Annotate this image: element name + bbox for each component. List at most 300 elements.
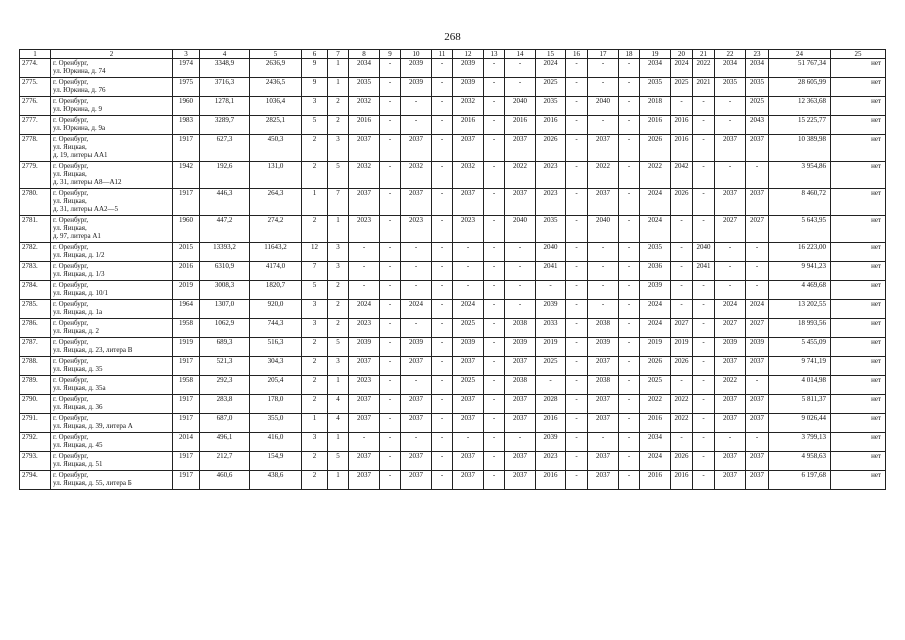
table-cell: 2037 xyxy=(746,414,769,433)
table-row xyxy=(20,97,886,116)
table-cell: - xyxy=(453,281,484,300)
table-cell: - xyxy=(619,433,640,452)
status-cell: нет xyxy=(831,395,886,414)
table-cell: 2 xyxy=(302,452,328,471)
table-cell: 2027 xyxy=(715,319,746,338)
table-cell: - xyxy=(401,281,432,300)
table-cell: - xyxy=(380,414,401,433)
table-cell: 2025 xyxy=(453,376,484,395)
table-cell: 2037 xyxy=(453,471,484,490)
column-number-cell: 7 xyxy=(328,50,349,59)
table-cell: 2037 xyxy=(401,135,432,162)
table-row xyxy=(20,395,886,414)
table-cell: - xyxy=(746,262,769,281)
table-cell: 1983 xyxy=(173,116,200,135)
table-cell: 2037 xyxy=(453,189,484,216)
table-cell: - xyxy=(693,338,715,357)
table-cell: - xyxy=(432,97,453,116)
table-cell: - xyxy=(671,262,693,281)
table-cell: 2025 xyxy=(536,78,566,97)
row-index-cell: 2788. xyxy=(20,357,51,376)
table-cell: 2037 xyxy=(401,414,432,433)
table-cell: 3 xyxy=(302,433,328,452)
table-cell: - xyxy=(380,189,401,216)
address-cell: г. Оренбург, ул. Яицкая, д. 1/2 xyxy=(51,243,173,262)
table-cell: - xyxy=(693,162,715,189)
table-cell: 2016 xyxy=(349,116,380,135)
table-cell: - xyxy=(566,414,588,433)
table-cell: - xyxy=(693,135,715,162)
row-index-cell: 2792. xyxy=(20,433,51,452)
table-cell: 2034 xyxy=(349,59,380,78)
table-cell: - xyxy=(715,243,746,262)
table-cell: 2039 xyxy=(536,433,566,452)
table-cell: - xyxy=(693,357,715,376)
table-cell: 1917 xyxy=(173,452,200,471)
column-number-cell: 5 xyxy=(250,50,302,59)
table-cell: 2037 xyxy=(588,135,619,162)
table-cell: 2024 xyxy=(640,189,671,216)
table-cell: 1820,7 xyxy=(250,281,302,300)
table-cell: 1307,0 xyxy=(200,300,250,319)
column-number-cell: 22 xyxy=(715,50,746,59)
table-cell: 920,0 xyxy=(250,300,302,319)
table-cell: - xyxy=(380,452,401,471)
row-index-cell: 2779. xyxy=(20,162,51,189)
table-cell: 2016 xyxy=(671,116,693,135)
row-index-cell: 2781. xyxy=(20,216,51,243)
table-row xyxy=(20,262,886,281)
status-cell: нет xyxy=(831,433,886,452)
table-cell: - xyxy=(566,97,588,116)
table-cell: 2040 xyxy=(505,97,536,116)
cost-cell: 5 811,37 xyxy=(769,395,831,414)
column-number-cell: 21 xyxy=(693,50,715,59)
table-cell: 2015 xyxy=(173,243,200,262)
table-cell: - xyxy=(693,395,715,414)
table-cell: - xyxy=(566,300,588,319)
table-cell: 447,2 xyxy=(200,216,250,243)
row-index-cell: 2786. xyxy=(20,319,51,338)
table-cell: - xyxy=(432,262,453,281)
row-index-cell: 2793. xyxy=(20,452,51,471)
table-row xyxy=(20,189,886,216)
cost-cell: 8 460,72 xyxy=(769,189,831,216)
table-cell: 2037 xyxy=(505,189,536,216)
address-cell: г. Оренбург, ул. Яицкая, д. 31, литеры АА2—5 xyxy=(51,189,173,216)
table-cell: 2019 xyxy=(173,281,200,300)
table-cell: - xyxy=(484,243,505,262)
column-number-cell: 24 xyxy=(769,50,831,59)
table-cell: 3289,7 xyxy=(200,116,250,135)
column-number-cell: 8 xyxy=(349,50,380,59)
table-cell: - xyxy=(432,281,453,300)
table-cell: - xyxy=(566,243,588,262)
table-cell: - xyxy=(566,135,588,162)
table-cell: 2037 xyxy=(349,189,380,216)
cost-cell: 16 223,00 xyxy=(769,243,831,262)
row-index-cell: 2782. xyxy=(20,243,51,262)
column-number-cell: 15 xyxy=(536,50,566,59)
column-number-cell: 6 xyxy=(302,50,328,59)
table-cell: - xyxy=(432,189,453,216)
table-cell: 2037 xyxy=(746,471,769,490)
table-cell: - xyxy=(619,78,640,97)
table-cell: 2019 xyxy=(640,338,671,357)
table-cell: - xyxy=(484,376,505,395)
table-cell: - xyxy=(619,116,640,135)
table-cell: - xyxy=(484,452,505,471)
table-cell: - xyxy=(432,414,453,433)
table-cell: - xyxy=(619,162,640,189)
status-cell: нет xyxy=(831,300,886,319)
table-cell: 2039 xyxy=(588,338,619,357)
table-cell: 2032 xyxy=(401,162,432,189)
table-cell: 521,3 xyxy=(200,357,250,376)
table-cell: - xyxy=(380,300,401,319)
table-cell: - xyxy=(432,376,453,395)
table-cell: 1919 xyxy=(173,338,200,357)
table-row xyxy=(20,452,886,471)
table-cell: 2033 xyxy=(536,319,566,338)
status-cell: нет xyxy=(831,97,886,116)
table-cell: 2037 xyxy=(349,357,380,376)
table-cell: - xyxy=(484,433,505,452)
table-row xyxy=(20,319,886,338)
address-cell: г. Оренбург, ул. Яицкая, д. 39, литера А xyxy=(51,414,173,433)
status-cell: нет xyxy=(831,216,886,243)
table-row xyxy=(20,116,886,135)
table-cell: 2037 xyxy=(401,471,432,490)
table-cell: - xyxy=(619,414,640,433)
table-cell: 2024 xyxy=(349,300,380,319)
table-cell: 2025 xyxy=(453,319,484,338)
table-cell: - xyxy=(619,243,640,262)
table-cell: 3716,3 xyxy=(200,78,250,97)
table-cell: 2037 xyxy=(746,135,769,162)
table-cell: - xyxy=(671,97,693,116)
table-cell: - xyxy=(566,395,588,414)
table-cell: - xyxy=(693,189,715,216)
table-cell: - xyxy=(380,78,401,97)
table-cell: - xyxy=(349,433,380,452)
table-cell: 2039 xyxy=(640,281,671,300)
table-cell: 2636,9 xyxy=(250,59,302,78)
table-cell: - xyxy=(505,78,536,97)
table-cell: 2026 xyxy=(536,135,566,162)
row-index-cell: 2777. xyxy=(20,116,51,135)
table-cell: 292,3 xyxy=(200,376,250,395)
address-cell: г. Оренбург, ул. Яицкая, д. 2 xyxy=(51,319,173,338)
table-cell: - xyxy=(715,116,746,135)
table-cell: - xyxy=(432,162,453,189)
table-cell: - xyxy=(746,162,769,189)
table-cell: - xyxy=(484,471,505,490)
address-cell: г. Оренбург, ул. Яицкая, д. 1/3 xyxy=(51,262,173,281)
table-cell: 2016 xyxy=(536,414,566,433)
table-cell: 2037 xyxy=(401,395,432,414)
table-cell: 2 xyxy=(302,395,328,414)
table-cell: - xyxy=(349,281,380,300)
table-cell: - xyxy=(505,300,536,319)
table-cell: 2 xyxy=(302,216,328,243)
table-cell: 2039 xyxy=(505,338,536,357)
cost-cell: 6 197,68 xyxy=(769,471,831,490)
table-cell: - xyxy=(484,300,505,319)
column-number-cell: 14 xyxy=(505,50,536,59)
table-cell: - xyxy=(401,433,432,452)
table-row xyxy=(20,357,886,376)
table-cell: - xyxy=(380,216,401,243)
table-cell: 2035 xyxy=(536,97,566,116)
table-cell: 1974 xyxy=(173,59,200,78)
table-cell: 2825,1 xyxy=(250,116,302,135)
table-cell: 2024 xyxy=(671,59,693,78)
address-cell: г. Оренбург, ул. Яицкая, д. 35а xyxy=(51,376,173,395)
cost-cell: 15 225,77 xyxy=(769,116,831,135)
table-cell: 1964 xyxy=(173,300,200,319)
table-cell: - xyxy=(715,281,746,300)
table-cell: 2022 xyxy=(640,162,671,189)
table-cell: - xyxy=(484,135,505,162)
table-cell: - xyxy=(505,243,536,262)
table-cell: 2024 xyxy=(640,319,671,338)
table-cell: 2037 xyxy=(505,471,536,490)
table-cell: - xyxy=(484,189,505,216)
table-cell: - xyxy=(715,433,746,452)
table-cell: - xyxy=(432,338,453,357)
table-cell: - xyxy=(380,357,401,376)
table-cell: 2037 xyxy=(746,395,769,414)
table-cell: 1 xyxy=(328,78,349,97)
column-number-cell: 3 xyxy=(173,50,200,59)
table-cell: 2 xyxy=(302,376,328,395)
table-cell: 2 xyxy=(328,281,349,300)
table-cell: 2024 xyxy=(715,300,746,319)
table-cell: 2039 xyxy=(453,59,484,78)
cost-cell: 10 389,98 xyxy=(769,135,831,162)
row-index-cell: 2789. xyxy=(20,376,51,395)
table-cell: 2032 xyxy=(453,97,484,116)
table-cell: - xyxy=(484,162,505,189)
table-cell: - xyxy=(380,281,401,300)
table-cell: 2016 xyxy=(453,116,484,135)
table-cell: 2024 xyxy=(746,300,769,319)
table-cell: 1958 xyxy=(173,376,200,395)
column-number-cell: 9 xyxy=(380,50,401,59)
table-cell: 627,3 xyxy=(200,135,250,162)
table-cell: - xyxy=(484,59,505,78)
table-cell: - xyxy=(484,395,505,414)
table-cell: 3 xyxy=(328,243,349,262)
table-cell: 3 xyxy=(328,135,349,162)
table-cell: 2 xyxy=(328,97,349,116)
status-cell: нет xyxy=(831,281,886,300)
cost-cell: 4 469,68 xyxy=(769,281,831,300)
table-cell: - xyxy=(566,376,588,395)
table-cell: 1960 xyxy=(173,216,200,243)
table-cell: 6310,9 xyxy=(200,262,250,281)
table-row xyxy=(20,433,886,452)
status-cell: нет xyxy=(831,357,886,376)
status-cell: нет xyxy=(831,162,886,189)
table-cell: - xyxy=(484,116,505,135)
table-cell: - xyxy=(619,471,640,490)
cost-cell: 5 455,09 xyxy=(769,338,831,357)
table-cell: 2032 xyxy=(349,162,380,189)
table-cell: 12 xyxy=(302,243,328,262)
table-cell: - xyxy=(432,243,453,262)
table-cell: - xyxy=(453,243,484,262)
table-cell: - xyxy=(588,78,619,97)
cost-cell: 51 767,34 xyxy=(769,59,831,78)
table-cell: 460,6 xyxy=(200,471,250,490)
table-cell: 2037 xyxy=(349,414,380,433)
table-cell: - xyxy=(380,433,401,452)
table-cell: - xyxy=(432,319,453,338)
table-cell: 2042 xyxy=(671,162,693,189)
table-cell: - xyxy=(484,78,505,97)
table-cell: - xyxy=(746,243,769,262)
table-cell: 2023 xyxy=(349,216,380,243)
row-index-cell: 2778. xyxy=(20,135,51,162)
table-cell: - xyxy=(484,414,505,433)
table-cell: 2023 xyxy=(401,216,432,243)
table-cell: 744,3 xyxy=(250,319,302,338)
table-cell: 2038 xyxy=(588,376,619,395)
address-cell: г. Оренбург, ул. Юркина, д. 9 xyxy=(51,97,173,116)
table-cell: - xyxy=(401,243,432,262)
table-cell: 2026 xyxy=(671,452,693,471)
table-cell: 2024 xyxy=(640,216,671,243)
table-cell: - xyxy=(746,376,769,395)
address-cell: г. Оренбург, ул. Яицкая, д. 10/1 xyxy=(51,281,173,300)
table-cell: - xyxy=(566,281,588,300)
table-cell: - xyxy=(380,319,401,338)
table-cell: 2 xyxy=(302,357,328,376)
table-cell: - xyxy=(619,281,640,300)
table-cell: 2037 xyxy=(588,452,619,471)
column-number-cell: 10 xyxy=(401,50,432,59)
table-cell: - xyxy=(566,262,588,281)
table-cell: 2 xyxy=(302,162,328,189)
table-cell: - xyxy=(619,357,640,376)
table-cell: 2025 xyxy=(640,376,671,395)
cost-cell: 4 014,98 xyxy=(769,376,831,395)
table-cell: - xyxy=(588,433,619,452)
table-cell: 2037 xyxy=(746,189,769,216)
table-cell: - xyxy=(432,78,453,97)
table-cell: - xyxy=(566,452,588,471)
table-cell: 2022 xyxy=(588,162,619,189)
table-cell: 212,7 xyxy=(200,452,250,471)
table-cell: - xyxy=(401,376,432,395)
table-cell: 2037 xyxy=(401,189,432,216)
table-cell: - xyxy=(671,376,693,395)
row-index-cell: 2780. xyxy=(20,189,51,216)
table-cell: - xyxy=(619,452,640,471)
cost-cell: 13 202,55 xyxy=(769,300,831,319)
table-cell: - xyxy=(715,162,746,189)
table-cell: - xyxy=(432,471,453,490)
status-cell: нет xyxy=(831,414,886,433)
table-cell: - xyxy=(693,433,715,452)
table-cell: - xyxy=(588,116,619,135)
table-cell: - xyxy=(380,471,401,490)
cost-cell: 12 363,68 xyxy=(769,97,831,116)
table-cell: - xyxy=(619,319,640,338)
table-cell: - xyxy=(484,97,505,116)
table-cell: 1917 xyxy=(173,471,200,490)
table-cell: 2039 xyxy=(401,59,432,78)
table-cell: 7 xyxy=(328,189,349,216)
table-cell: 3 xyxy=(302,300,328,319)
address-cell: г. Оренбург, ул. Яицкая, д. 31, литеры А8—А12 xyxy=(51,162,173,189)
table-cell: - xyxy=(453,262,484,281)
table-cell: 2037 xyxy=(453,414,484,433)
table-cell: - xyxy=(380,395,401,414)
table-cell: 1 xyxy=(328,59,349,78)
table-cell: 2032 xyxy=(349,97,380,116)
status-cell: нет xyxy=(831,471,886,490)
table-cell: 2024 xyxy=(536,59,566,78)
table-cell: 4 xyxy=(328,395,349,414)
table-cell: 11643,2 xyxy=(250,243,302,262)
table-cell: - xyxy=(671,300,693,319)
column-number-row xyxy=(20,50,886,59)
table-cell: 2016 xyxy=(536,471,566,490)
table-cell: 1 xyxy=(328,433,349,452)
table-cell: 2026 xyxy=(671,189,693,216)
row-index-cell: 2783. xyxy=(20,262,51,281)
table-cell: 2035 xyxy=(349,78,380,97)
table-cell: 2022 xyxy=(693,59,715,78)
status-cell: нет xyxy=(831,78,886,97)
table-cell: 1 xyxy=(328,376,349,395)
table-cell: 2037 xyxy=(401,357,432,376)
table-cell: - xyxy=(453,433,484,452)
table-cell: - xyxy=(484,319,505,338)
table-row xyxy=(20,471,886,490)
table-cell: - xyxy=(432,452,453,471)
table-cell: - xyxy=(693,97,715,116)
table-cell: 192,6 xyxy=(200,162,250,189)
table-cell: 2023 xyxy=(536,189,566,216)
table-cell: 264,3 xyxy=(250,189,302,216)
table-cell: 2037 xyxy=(401,452,432,471)
cost-cell: 9 741,19 xyxy=(769,357,831,376)
status-cell: нет xyxy=(831,338,886,357)
table-body xyxy=(20,59,886,490)
table-cell: 3008,3 xyxy=(200,281,250,300)
cost-cell: 9 026,44 xyxy=(769,414,831,433)
table-cell: - xyxy=(380,135,401,162)
row-index-cell: 2787. xyxy=(20,338,51,357)
table-cell: 2037 xyxy=(588,189,619,216)
table-cell: - xyxy=(566,338,588,357)
table-cell: 2037 xyxy=(505,414,536,433)
table-cell: 2 xyxy=(302,471,328,490)
table-row xyxy=(20,135,886,162)
status-cell: нет xyxy=(831,452,886,471)
table-cell: 2024 xyxy=(401,300,432,319)
table-cell: - xyxy=(432,116,453,135)
table-cell: 1062,9 xyxy=(200,319,250,338)
table-cell: 2016 xyxy=(640,471,671,490)
column-number-cell: 18 xyxy=(619,50,640,59)
column-number-cell: 23 xyxy=(746,50,769,59)
table-cell: 2037 xyxy=(588,414,619,433)
